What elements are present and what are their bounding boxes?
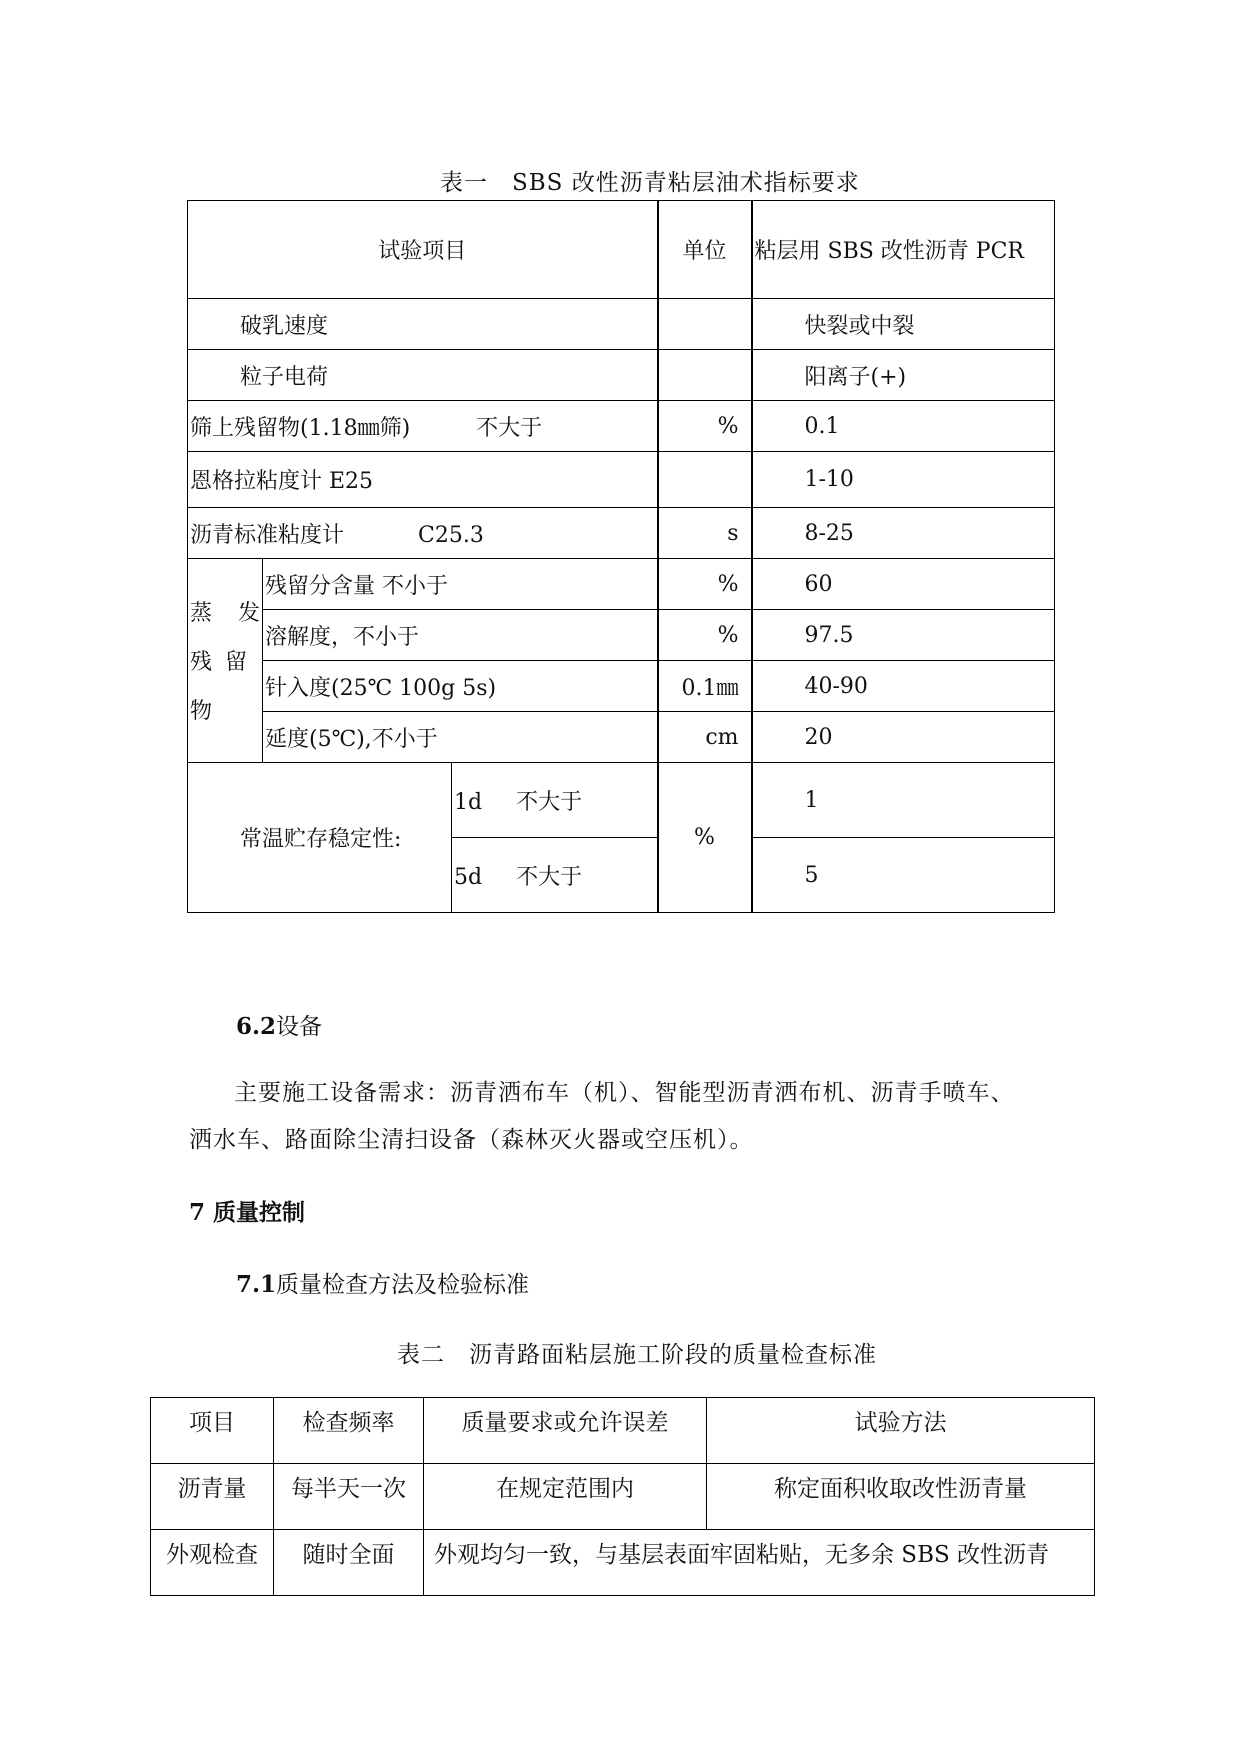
storage-cond-text: 不大于 <box>516 864 583 890</box>
table1 <box>187 200 1055 913</box>
residue-label-char: 蒸 <box>190 601 213 626</box>
table1-row-unit: % <box>658 401 752 452</box>
table1-residue-row <box>188 610 1055 661</box>
section-6-2-title: 设备 <box>276 1014 323 1040</box>
section-7-1-number: 7.1 <box>236 1271 277 1298</box>
table1-storage-row <box>188 763 1055 838</box>
table1-residue-item: 延度(5℃),不小于 <box>263 712 658 763</box>
table1-row-item-text: 筛上残留物(1.18㎜筛) <box>190 415 411 441</box>
table2-header-cell <box>151 1398 274 1464</box>
table2-row <box>151 1464 1095 1530</box>
section-7-1-title: 质量检查方法及检验标准 <box>276 1272 530 1298</box>
table1-storage-value: 1 <box>752 763 1055 838</box>
table2-header-cell <box>274 1398 424 1464</box>
table1-row-value: 快裂或中裂 <box>752 299 1055 350</box>
table1-storage-period <box>452 763 658 838</box>
table2-header-text: 试验方法 <box>854 1410 947 1436</box>
table2-cell-text: 称定面积收取改性沥青量 <box>774 1476 1027 1502</box>
table2-header-row <box>151 1398 1095 1464</box>
residue-label-char: 物 <box>190 699 213 724</box>
table1-row-item: 粒子电荷 <box>188 350 658 401</box>
table1-residue-label <box>188 559 263 763</box>
table1-residue-unit: 0.1㎜ <box>658 661 752 712</box>
table1-header-item: 试验项目 <box>188 201 658 299</box>
table1-residue-item: 残留分含量 不小于 <box>263 559 658 610</box>
residue-label-char: 残 <box>190 650 213 675</box>
table2-header-text: 质量要求或允许误差 <box>461 1410 669 1436</box>
table1-row-unit <box>658 452 752 508</box>
table1-row-item: 恩格拉粘度计 E25 <box>188 452 658 508</box>
section-6-2-paragraph-line1: 主要施工设备需求：沥青洒布车（机）、智能型沥青洒布机、沥青手喷车、 <box>234 1080 1015 1106</box>
table1-residue-value: 97.5 <box>752 610 1055 661</box>
table2-header-text: 项目 <box>189 1410 235 1436</box>
table1-residue-value: 40-90 <box>752 661 1055 712</box>
table1-row-cond: 不大于 <box>476 415 543 441</box>
table1-residue-value: 20 <box>752 712 1055 763</box>
table1-residue-row <box>188 712 1055 763</box>
table2-cell <box>151 1530 274 1596</box>
table2-cell <box>424 1530 1095 1596</box>
table1-header-value: 粘层用 SBS 改性沥青 PCR <box>752 201 1055 299</box>
table2-cell <box>274 1530 424 1596</box>
table1-residue-value: 60 <box>752 559 1055 610</box>
table1-row-item <box>188 401 658 452</box>
table1-storage-value: 5 <box>752 838 1055 913</box>
table2-cell <box>274 1464 424 1530</box>
section-6-2-paragraph-line2: 洒水车、路面除尘清扫设备（森林灭火器或空压机）。 <box>189 1127 754 1153</box>
table1-row-item <box>188 508 658 559</box>
table1-residue-item: 溶解度，不小于 <box>263 610 658 661</box>
storage-period-text: 1d <box>454 789 483 815</box>
table2-cell <box>707 1464 1095 1530</box>
table1-row-cond: C25.3 <box>418 522 484 548</box>
table1-storage-unit: % <box>658 763 752 913</box>
table2-cell <box>424 1464 707 1530</box>
table1-row <box>188 452 1055 508</box>
table1-caption: 表一 SBS 改性沥青粘层油术指标要求 <box>440 170 860 196</box>
residue-label-char: 留 <box>225 650 248 675</box>
table2-header-text: 检查频率 <box>302 1410 395 1436</box>
table2-header-cell <box>707 1398 1095 1464</box>
table2-cell-text: 外观检查 <box>166 1542 258 1568</box>
table1-residue-row <box>188 661 1055 712</box>
storage-cond-text: 不大于 <box>516 789 583 815</box>
table2-cell-text: 外观均匀一致，与基层表面牢固粘贴，无多余 SBS 改性沥青 <box>434 1542 1050 1568</box>
table2 <box>150 1397 1095 1596</box>
table2-header-cell <box>424 1398 707 1464</box>
table2-cell-text: 沥青量 <box>177 1476 247 1502</box>
table1-storage-label: 常温贮存稳定性: <box>188 763 452 913</box>
table2-cell-text: 随时全面 <box>302 1542 395 1568</box>
table1-residue-unit: % <box>658 559 752 610</box>
table1-row <box>188 401 1055 452</box>
table1-row-unit <box>658 299 752 350</box>
table1-row-unit <box>658 350 752 401</box>
table2-row <box>151 1530 1095 1596</box>
table2-cell <box>151 1464 274 1530</box>
table1-row-value: 阳离子(+) <box>752 350 1055 401</box>
table1-row-item: 破乳速度 <box>188 299 658 350</box>
table1-header-unit: 单位 <box>658 201 752 299</box>
table2-cell-text: 每半天一次 <box>291 1476 406 1502</box>
table1-storage-period <box>452 838 658 913</box>
table1-residue-unit: cm <box>658 712 752 763</box>
residue-label-char: 发 <box>237 601 260 626</box>
table1-row <box>188 350 1055 401</box>
table1-row-unit: s <box>658 508 752 559</box>
table1-residue-unit: % <box>658 610 752 661</box>
table1-residue-row <box>188 559 1055 610</box>
table1-row <box>188 299 1055 350</box>
table2-cell-text: 在规定范围内 <box>496 1476 634 1502</box>
table1-row-value: 0.1 <box>752 401 1055 452</box>
table1-residue-item: 针入度(25℃ 100g 5s) <box>263 661 658 712</box>
table2-caption: 表二 沥青路面粘层施工阶段的质量检查标准 <box>397 1342 877 1368</box>
storage-period-text: 5d <box>454 864 483 890</box>
table1-row <box>188 508 1055 559</box>
section-7-1-heading <box>236 1262 529 1308</box>
table1-row-item-text: 沥青标准粘度计 <box>190 522 345 548</box>
section-6-2-number: 6.2 <box>236 1013 277 1040</box>
table1-row-value: 8-25 <box>752 508 1055 559</box>
section-7-heading: 7 质量控制 <box>189 1199 306 1226</box>
section-6-2-heading <box>236 1004 322 1050</box>
table1-row-value: 1-10 <box>752 452 1055 508</box>
table1-header-row <box>188 201 1055 299</box>
